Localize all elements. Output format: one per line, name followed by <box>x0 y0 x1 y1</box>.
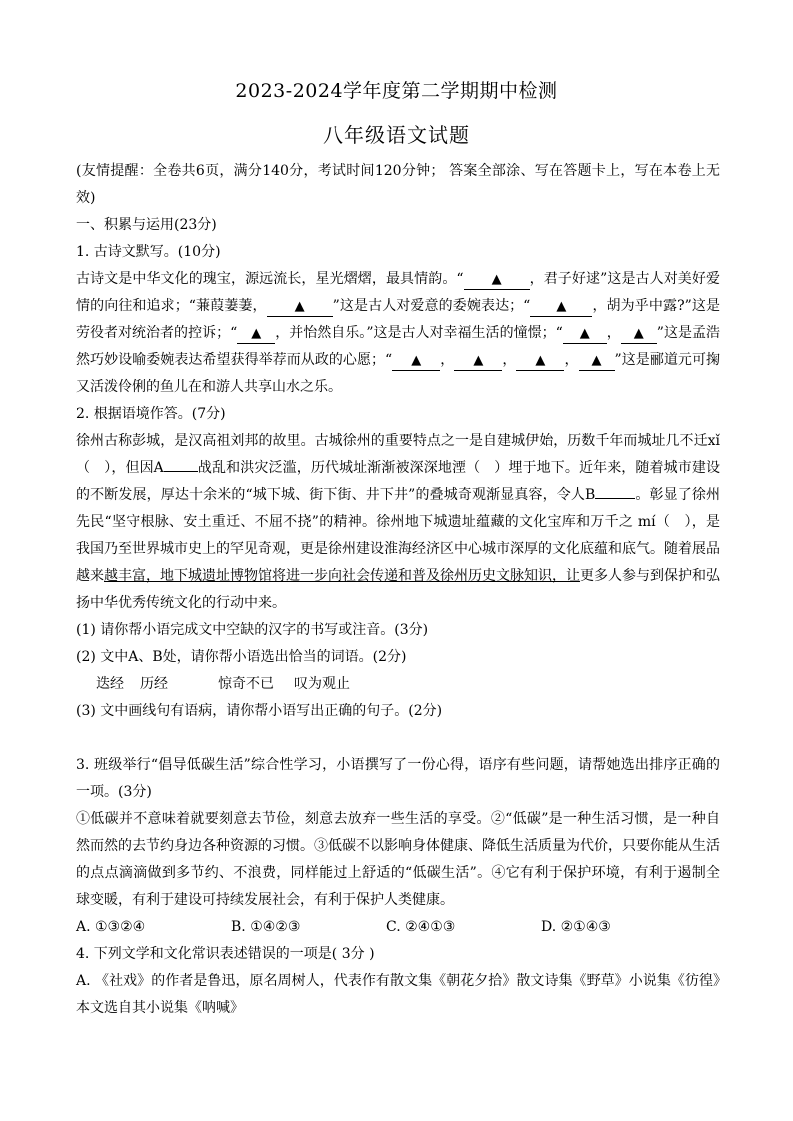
answer-blank[interactable]: ▲ <box>237 324 275 344</box>
option-a[interactable]: A. ①③②④ <box>76 919 146 935</box>
answer-blank[interactable]: ▲ <box>454 351 502 371</box>
question-4-label: 4. 下列文学和文化常识表述错误的一项是( 3分 ) <box>76 946 375 962</box>
answer-blank[interactable]: ▲ <box>621 324 657 344</box>
exam-title: 2023-2024学年度第二学期期中检测 <box>235 80 558 102</box>
answer-blank[interactable] <box>164 471 198 472</box>
question-3-text: ①低碳并不意味着就要刻意去节俭，刻意去放弃一些生活的享受。②“低碳”是一种生活习惯，是一种自然而然的去节约身边各种资源的习惯。③低碳不以影响身体健康、降低生活质量为代价，只要你能从生活的点点滴滴做到多节约、不浪费，同样能过上舒适的“低碳生活”。④它有利于保护环境，有利于遏制全球变暖，有利于建设可持续发展社会，有利于保护人类健康。 <box>76 811 720 908</box>
answer-blank[interactable]: ▲ <box>530 297 592 317</box>
word-options: 迭经 历经 惊奇不已 叹为观止 <box>96 676 350 692</box>
answer-blank[interactable]: ▲ <box>267 297 333 317</box>
option-d[interactable]: D. ②①④③ <box>541 919 611 935</box>
answer-blank[interactable] <box>595 498 635 499</box>
answer-blank[interactable]: ▲ <box>579 351 615 371</box>
question-2-sub2: (2) 文中A、B处，请你帮小语选出恰当的词语。(2分) <box>76 649 407 665</box>
question-3-options <box>76 914 720 941</box>
answer-blank[interactable]: ▲ <box>464 270 530 290</box>
question-1-text: 古诗文是中华文化的瑰宝，源远流长，星光熠熠，最具情韵。“ ▲ ，君子好逑”这是古人对美好爱情的向往和追求；“蒹葭萋萋， ▲ ”这是古人对爱意的委婉表达；“ ▲ ，胡为乎中露?”这是劳役者对统治者的控诉；“ ▲ ，并怡然自乐。”这是古人对幸福生活的憧憬；“ ▲ ， ▲ ”这是孟浩然巧妙设喻委婉表达希望获得举荐而从政的心愿；“ ▲ ， ▲ ， ▲ ， ▲ ”这是郦道元可掬又活泼伶俐的鱼儿在和游人共享山水之乐。 <box>76 271 721 395</box>
question-2-sub1: (1) 请你帮小语完成文中空缺的汉字的书写或注音。(3分) <box>76 622 429 638</box>
answer-blank[interactable]: ▲ <box>563 324 607 344</box>
exam-subtitle: 八年级语文试题 <box>323 123 470 147</box>
question-2-sub3: (3) 文中画线句有语病，请你帮小语写出正确的句子。(2分) <box>76 703 443 719</box>
answer-blank[interactable]: ▲ <box>516 351 564 371</box>
question-2-passage: 徐州古称彭城，是汉高祖刘邦的故里。古城徐州的重要特点之一是自建城伊始，历数千年而城址几不迁xǐ（ ），但因A 战乱和洪灾泛滥，历代城址渐渐被深深地湮（ ）埋于地下。近年来，随着城市建设的不断发展，厚达十余米的“城下城、街下街、井下井”的叠城奇观渐显真容，令人B 。彰显了徐州先民“坚守根脉、安土重迁、不屈不挠”的精神。徐州地下城遗址蕴藏的文化宝库和万千之 mí（ ），是我国乃至世界城市史上的罕见奇观，更是徐州建设淮海经济区中心城市深厚的文化底蕴和底气。随着展品越来越丰富，地下城遗址博物馆将进一步向社会传递和普及徐州历史文脉知识，让更多人参与到保护和弘扬中华优秀传统文化的行动中来。 <box>76 433 721 611</box>
underlined-sentence: 越丰富，地下城遗址博物馆将进一步向社会传递和普及徐州历史文脉知识，让 <box>104 568 580 584</box>
exam-notice: (友情提醒：全卷共6页，满分140分，考试时间120分钟； 答案全部涂、写在答题卡上，写在本卷上无效) <box>76 163 720 206</box>
option-c[interactable]: C. ②④①③ <box>386 919 456 935</box>
option-b[interactable]: B. ①④②③ <box>231 919 301 935</box>
question-4-option-a: A. 《社戏》的作者是鲁迅，原名周树人，代表作有散文集《朝花夕拾》散文诗集《野草》小说集《彷徨》本文选自其小说集《呐喊》 <box>76 973 720 1016</box>
question-2-label: 2. 根据语境作答。(7分) <box>76 406 226 422</box>
answer-blank[interactable]: ▲ <box>392 351 440 371</box>
question-1-label: 1. 古诗文默写。(10分) <box>76 244 221 260</box>
section-heading: 一、积累与运用(23分) <box>76 217 217 233</box>
question-3-label: 3. 班级举行“倡导低碳生活”综合性学习，小语撰写了一份心得，语序有些问题，请帮她选出排序正确的一项。(3分) <box>76 757 720 800</box>
exam-body <box>76 158 720 1022</box>
